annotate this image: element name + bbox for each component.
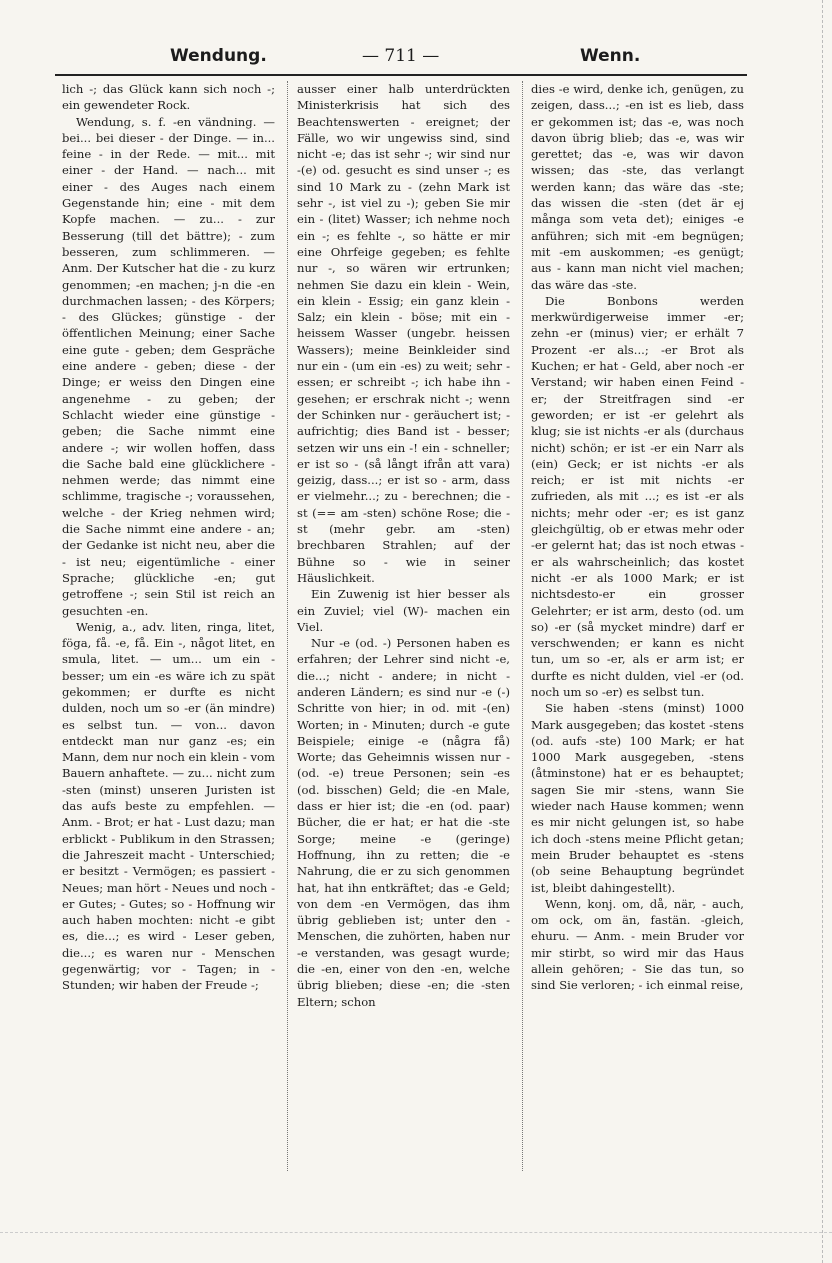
scan-bottom-edge (0, 1232, 832, 1233)
entry-paragraph: Nur -e (od. -) Personen haben es erfahren; der Lehrer sind nicht -e, die...; nicht - andere; in nicht - anderen Ländern; es sind nur -e (-) Schritte von hier; in od. mit -(en) Worten; in - Minuten; durch -e gute Beispiele; einige -e (några få) Worte; das Geheimnis wissen nur - (od. -e) treue Personen; sein -es (od. bisschen) Geld; die -en Male, dass er hier ist; die -en (od. paar) Bücher, die er hat; er hat die -ste Sorge; meine -e (geringe) Hoffnung, ihn zu retten; die -e Nahrung, die er zu sich genommen hat, hat ihn entkräftet; das -e Geld; von dem -en Vermögen, das ihm übrig geblieben ist; unter den - Menschen, die zuhörten, haben nur -e verstanden, was gesagt wurde; die -en, einer von den -en, welche übrig blieben; diese -en; die -sten Eltern; schon (297, 636, 510, 1009)
entry-wenig: Wenig, a., adv. liten, ringa, litet, föga, få. -e, få. Ein -, något litet, en smula, litet. — um... um ein - besser; um ein -es wäre ich zu spät gekommen; er durfte es nicht dulden, noch um so -er (än mindre) es selbst tun. — von... davon entdeckt man nur ganz -es; ein Mann, dem nur noch ein klein - vom Bauern anhaftete. — zu... nicht zum -sten (minst) unseren Juristen ist das aufs beste zu empfehlen. — Anm. - Brot; er hat - Lust dazu; man erblickt - Publikum in den Strassen; die Jahreszeit macht - Unterschied; er besitzt - Vermögen; es passiert - Neues; man hört - Neues und noch -er Gutes; - Gutes; so - Hoffnung wir auch haben mochten: nicht -e gibt es, die...; es wird - Leser geben, die...; es waren nur - Menschen gegenwärtig; vor - Tagen; in - Stunden; wir haben der Freude -; (62, 619, 275, 993)
page-edge (822, 0, 824, 1263)
entry-paragraph: Die Bonbons werden merkwürdigerweise immer -er; zehn -er (minus) vier; er erhält 7 Prozent -er als...; -er Brot als Kuchen; er hat - Geld, aber noch -er Verstand; wir haben einen Feind -er; der Streitfragen sind -er geworden; er ist -er gelehrt als klug; sie ist nichts -er als (durchaus nicht) schön; er ist -er ein Narr als (ein) Geck; er ist nichts -er als reich; er ist mit nichts -er zufrieden, als mit ...; es ist -er als nichts; mehr oder -er; es ist ganz gleichgültig, ob er etwas mehr oder -er gelernt hat; das ist noch etwas -er als wahrscheinlich; das kostet nicht -er als 1000 Mark; er ist nichtsdesto-er ein grosser Gelehrter; er ist arm, desto (od. um so) -er (så mycket mindre) darf er verschwenden; er kann es nicht tun, um so -er, als er arm ist; er durfte es nicht dulden, viel -er (od. noch um so -er) es selbst tun. (531, 293, 744, 699)
header-right-word: Wenn. (580, 46, 641, 66)
header-left-word: Wendung. (170, 46, 267, 66)
entry-paragraph: dies -e wird, denke ich, genügen, zu zeigen, dass...; -en ist es lieb, dass er gekommen ist; das -e, was noch davon übrig blieb; das -e, was wir gerettet; das -e, was wir davon wissen; das -ste, das verlangt werden kann; das wäre das -ste; das wissen die -sten (det är ej många som veta det); einiges -e anführen; sich mit -em begnügen; mit -em auskommen; -es genügt; aus - kann man nicht viel machen; das wäre das -ste. (531, 82, 744, 292)
page-header (60, 46, 750, 76)
entry-paragraph: ausser einer halb unterdrückten Ministerkrisis hat sich des Beachtenswerten - ereignet; der Fälle, wo wir ungewiss sind, sind nicht -e; das ist sehr -; wir sind nur -(e) od. gesucht es sind unser -; es sind 10 Mark zu - (zehn Mark ist sehr -, ist viel zu -); geben Sie mir ein - (litet) Wasser; ich nehme noch ein -; es fehlte -, so hätte er mir eine Ohrfeige gegeben; es fehlte nur -, so wären wir ertrunken; nehmen Sie dazu ein klein - Wein, ein klein - Essig; ein ganz klein - Salz; ein klein - böse; mit ein - heissem Wasser (ungebr. heissen Wassers); meine Beinkleider sind nur ein - (um ein -es) zu weit; sehr - essen; er schreibt -; ich habe ihn - gesehen; er erschrak nicht -; wenn der Schinken nur - geräuchert ist; - aufrichtig; dies Band ist - besser; setzen wir uns ein -! ein - schneller; er ist so - (så långt ifrån att vara) geizig, dass...; er ist so - arm, dass er vielmehr...; zu - berechnen; die -st (== am -sten) schöne Rose; die -st (mehr gebr. am -sten) brechbaren Strahlen; auf der Bühne so - wie in seiner Häuslichkeit. (297, 82, 510, 585)
header-rule (55, 74, 747, 76)
entry-wendung: Wendung, s. f. -en vändning. — bei... bei dieser - der Dinge. — in... feine - in der Rede. — mit... mit einer - der Hand. — nach... mit einer - des Auges nach einem Gegenstande hin; eine - mit dem Kopfe machen. — zu... - zur Besserung (till det bättre); - zum besseren, zum schlimmeren. — Anm. Der Kutscher hat die - zu kurz genommen; -en machen; j-n die -en durchmachen lassen; - des Körpers; - des Glückes; günstige - der öffentlichen Meinung; einer Sache eine gute - geben; dem Gespräche eine andere - geben; diese - der Dinge; er weiss den Dingen eine angenehme - zu geben; der Schlacht wieder eine günstige - geben; die Sache nimmt eine andere -; wir wollen hoffen, dass die Sache bald eine glücklichere - nehmen werde; das nimmt eine schlimme, tragische -; voraussehen, welche - der Krieg nehmen wird; die Sache nimmt eine andere - an; der Gedanke ist nicht neu, aber die - ist neu; eigentümliche - einer Sprache; glückliche -en; gut getroffene -; sein Stil ist reich an gesuchten -en. (62, 114, 275, 618)
column-divider (287, 81, 288, 1171)
page-number: — 711 — (362, 46, 440, 66)
text-column-1 (62, 81, 275, 1171)
text-column-3 (531, 81, 744, 1171)
column-divider (522, 81, 523, 1171)
entry-paragraph: lich -; das Glück kann sich noch -; ein gewendeter Rock. (62, 82, 275, 113)
text-column-2 (297, 81, 510, 1171)
entry-paragraph: Sie haben -stens (minst) 1000 Mark ausgegeben; das kostet -stens (od. aufs -ste) 100 Mark; er hat 1000 Mark ausgegeben, -stens (åtminstone) hat er es behauptet; sagen Sie mir -stens, wann Sie wieder nach Hause kommen; wenn es mir nicht gelungen ist, so habe ich doch -stens meine Pflicht getan; mein Bruder behauptet es -stens (ob seine Behauptung begründet ist, bleibt dahingestellt). (531, 701, 744, 895)
entry-paragraph: Ein Zuwenig ist hier besser als ein Zuviel; viel (W)- machen ein Viel. (297, 587, 510, 634)
entry-wenn: Wenn, konj. om, då, när, - auch, om ock, om än, fastän. -gleich, ehuru. — Anm. - mein Bruder vor mir stirbt, so wird mir das Haus allein gehören; - Sie das tun, so sind Sie verloren; - ich einmal reise, (531, 896, 744, 993)
